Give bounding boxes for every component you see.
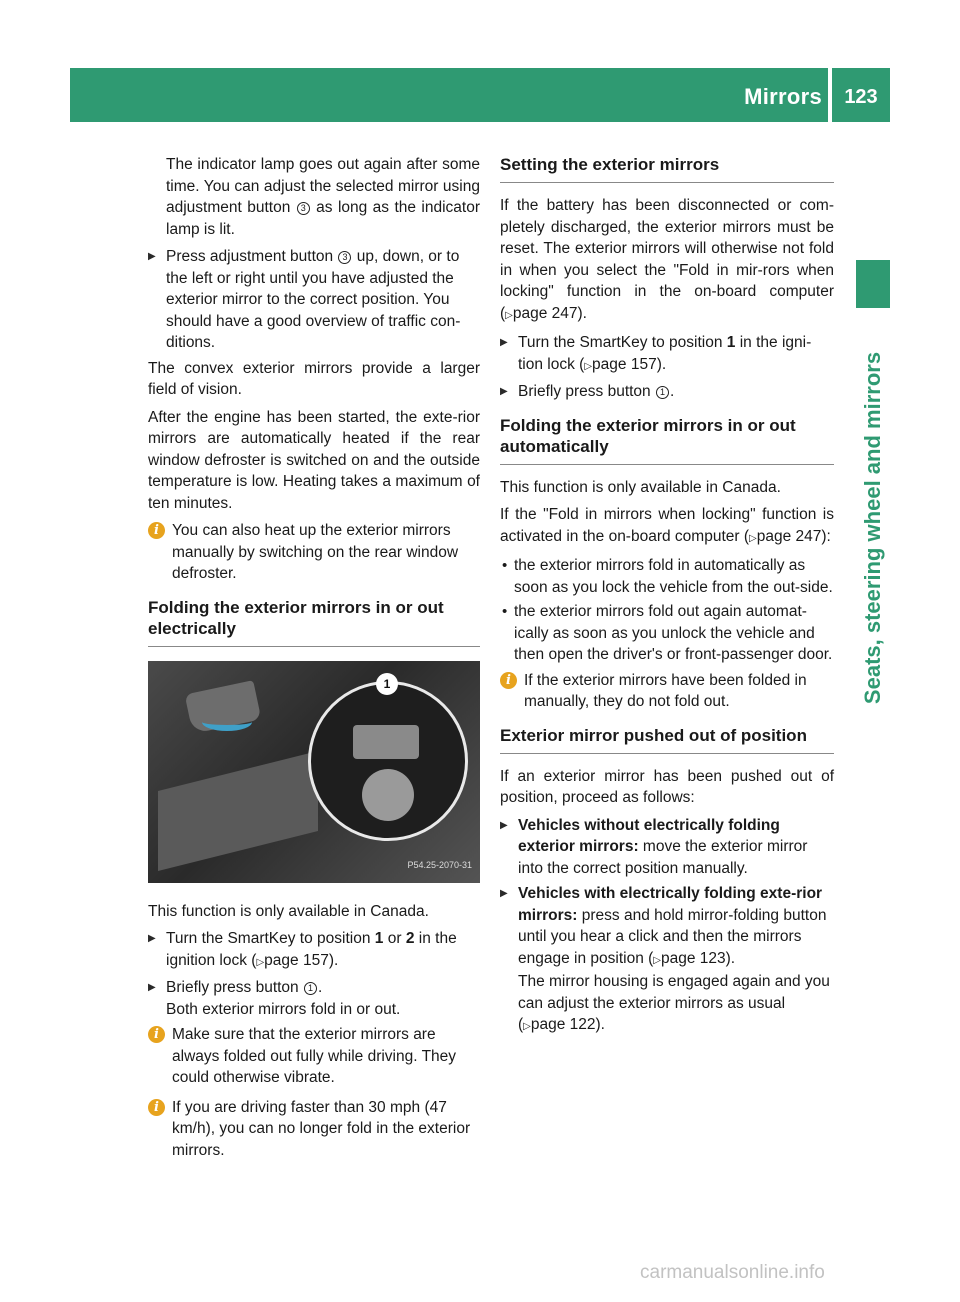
watermark: carmanualsonline.info xyxy=(640,1262,825,1283)
section-title: Mirrors xyxy=(744,84,822,109)
left-column xyxy=(148,154,480,1169)
info-icon: i xyxy=(148,522,165,539)
mirror-switch-illustration xyxy=(148,661,480,883)
para-canada-left: This function is only available in Canada. xyxy=(148,902,429,920)
adjust-knob-shape xyxy=(362,769,414,821)
heading-setting: Setting the exterior mirrors xyxy=(500,154,834,183)
bullet-fold-in: • the exterior mirrors fold in automatically as soon as you lock the vehicle from the out-side. xyxy=(500,555,834,598)
step-press-button-right: ▶ Briefly press button 1 . xyxy=(500,381,834,403)
step-turn-key-left: ▶ Turn the SmartKey to position 1 or 2 in the ignition lock (▷ page 157). xyxy=(148,928,480,973)
note-manual-fold: i If the exterior mirrors have been folded in manually, they do not fold out. xyxy=(500,670,834,713)
page-ref: ▷ page 247): xyxy=(749,528,831,545)
para-battery: If the battery has been disconnected or com-pletely discharged, the exterior mirrors must be reset. The exterior mirrors will otherwise not fold in when you select the "Fold in mir-rors when locking" function in the on-board computer (▷ page 247). xyxy=(500,195,834,326)
fold-arrow-icon xyxy=(202,713,252,731)
step-without-electric: ▶ Vehicles without electrically folding exterior mirrors: move the exterior mirror into the correct position manually. xyxy=(500,815,834,880)
side-chapter-label: Seats, steering wheel and mirrors xyxy=(860,351,885,705)
step-turn-key-right: ▶ Turn the SmartKey to position 1 in the igni-tion lock (▷ page 157). xyxy=(500,332,834,377)
para-heated: After the engine has been started, the exte-rior mirrors are automatically heated if the rear window defroster is switched on and the outside temperature is low. Heating takes a maximum of ten minutes. xyxy=(148,408,480,512)
page-number: 123 xyxy=(844,86,878,108)
callout-1: 1 xyxy=(376,673,398,695)
para-if-activated: If the "Fold in mirrors when locking" function is activated in the on-board computer (▷ page 247): xyxy=(500,504,834,549)
step-press-button-left: ▶ Briefly press button 1 . Both exterior mirrors fold in or out. xyxy=(148,977,480,1020)
step-with-electric: ▶ Vehicles with electrically folding exte-rior mirrors: press and hold mirror-folding button until you hear a click and then the mirrors engage in position (▷ page 123). The mirror housing is engaged again and you can adjust the exterior mirrors as usual (▷ page 122). xyxy=(500,883,834,1038)
header-divider xyxy=(828,68,832,122)
fold-switch-shape xyxy=(353,725,419,759)
info-icon: i xyxy=(148,1026,165,1043)
page-ref: ▷ page 123). xyxy=(653,950,735,967)
heading-fold-electric: Folding the exterior mirrors in or out electrically xyxy=(148,597,480,647)
bullet-fold-out: • the exterior mirrors fold out again automat-ically as soon as you unlock the vehicle and then open the driver's or front-passenger door. xyxy=(500,601,834,666)
para-convex: The convex exterior mirrors provide a larger field of vision. xyxy=(148,359,480,398)
page-ref: ▷ page 247). xyxy=(505,305,587,322)
para-canada-right: This function is only available in Canada. xyxy=(500,478,781,496)
page-ref: ▷ page 157). xyxy=(584,356,666,373)
note-fold-out-fully: i Make sure that the exterior mirrors are always folded out fully while driving. They could otherwise vibrate. xyxy=(148,1024,480,1089)
heading-pushed-out: Exterior mirror pushed out of position xyxy=(500,725,834,754)
button-3-marker: 3 xyxy=(338,251,351,264)
step-press-adjust: ▶ Press adjustment button 3 up, down, or to the left or right until you have adjusted the exterior mirror to the correct position. You should have a good overview of traffic con-ditions. xyxy=(148,246,480,354)
note-heat-manual: i You can also heat up the exterior mirrors manually by switching on the rear window defroster. xyxy=(148,520,480,585)
page-ref: ▷ page 122). xyxy=(523,1016,605,1033)
page-ref: ▷ page 157). xyxy=(256,952,338,969)
info-icon: i xyxy=(500,672,517,689)
intro-continuation: The indicator lamp goes out again after some time. You can adjust the selected mirror using adjustment button 3 as long as the indicator lamp is lit. xyxy=(166,156,480,238)
heading-fold-auto: Folding the exterior mirrors in or out automatically xyxy=(500,415,834,465)
button-1-marker: 1 xyxy=(656,386,669,399)
info-icon: i xyxy=(148,1099,165,1116)
para-pushed: If an exterior mirror has been pushed out of position, proceed as follows: xyxy=(500,767,834,806)
note-speed-limit: i If you are driving faster than 30 mph (47 km/h), you can no longer fold in the exterior mirrors. xyxy=(148,1097,480,1162)
button-1-marker: 1 xyxy=(304,982,317,995)
door-panel-shape xyxy=(158,751,318,871)
right-column xyxy=(500,154,834,1042)
figure-code: P54.25-2070-31 xyxy=(407,860,472,870)
side-tab-marker xyxy=(856,260,890,308)
button-3-marker: 3 xyxy=(297,202,310,215)
